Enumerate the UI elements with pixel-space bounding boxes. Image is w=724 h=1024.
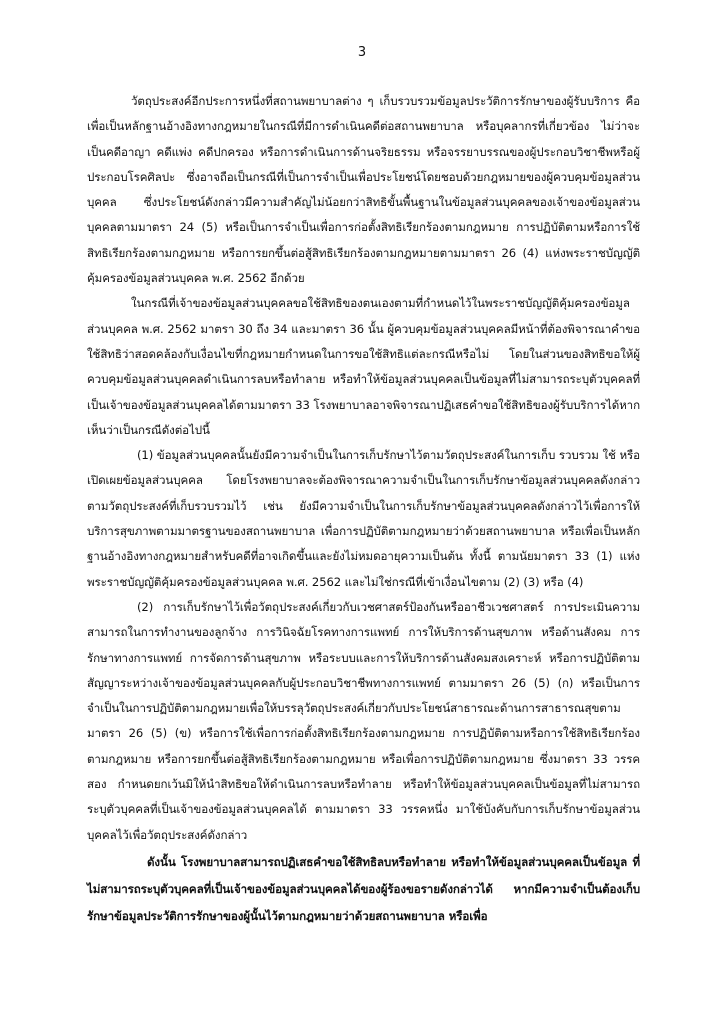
paragraph-purpose: วัตถุประสงค์อีกประการหนึ่งที่สถานพยาบาลต่าง ๆ เก็บรวบรวมข้อมูลประวัติการรักษาของผู้รับบริการ คือ เพื่อเป็นหลักฐานอ้างอิงทางกฎหมายในกรณีที่มีการดำเนินคดีต่อสถานพยาบาล หรือบุคลากรที่เกี่ยวข้อง ไม่ว่าจะเป็นคดีอาญา คดีแพ่ง คดีปกครอง หรือการดำเนินการด้านจริยธรรม หรือจรรยาบรรณของผู้ประกอบวิชาชีพหรือผู้ประกอบโรคศิลปะ ซึ่งอาจถือเป็นกรณีที่เป็นการจำเป็นเพื่อประโยชน์โดยชอบด้วยกฎหมายของผู้ควบคุมข้อมูลส่วนบุคคล ซึ่งประโยชน์ดังกล่าวมีความสำคัญไม่น้อยกว่าสิทธิขั้นพื้นฐานในข้อมูลส่วนบุคคลของเจ้าของข้อมูลส่วนบุคคลตามมาตรา 24 (5) หรือเป็นการจำเป็นเพื่อการก่อตั้งสิทธิเรียกร้องตามกฎหมาย การปฏิบัติตามหรือการใช้สิทธิเรียกร้องตามกฎหมาย หรือการยกขึ้นต่อสู้สิทธิเรียกร้องตามกฎหมายตามมาตรา 26 (4) แห่งพระราชบัญญัติคุ้มครองข้อมูลส่วนบุคคล พ.ศ. 2562 อีกด้วย [87,94,640,286]
paragraph-data-subject-rights: ในกรณีที่เจ้าของข้อมูลส่วนบุคคลขอใช้สิทธิของตนเองตามที่กำหนดไว้ในพระราชบัญญัติคุ้มครองข้อมูลส่วนบุคคล พ.ศ. 2562 มาตรา 30 ถึง 34 และมาตรา 36 นั้น ผู้ควบคุมข้อมูลส่วนบุคคลมีหน้าที่ต้องพิจารณาคำขอใช้สิทธิว่าสอดคล้องกับเงื่อนไขที่กฎหมายกำหนดในการขอใช้สิทธิแต่ละกรณีหรือไม่ โดยในส่วนของสิทธิขอให้ผู้ควบคุมข้อมูลส่วนบุคคลดำเนินการลบหรือทำลาย หรือทำให้ข้อมูลส่วนบุคคลเป็นข้อมูลที่ไม่สามารถระบุตัวบุคคลที่เป็นเจ้าของข้อมูลส่วนบุคคลได้ตามมาตรา 33 โรงพยาบาลอาจพิจารณาปฏิเสธคำขอใช้สิทธิของผู้รับบริการได้หากเห็นว่าเป็นกรณีดังต่อไปนี้ [87,296,640,437]
document-body [87,89,640,930]
paragraph-conclusion: ดังนั้น โรงพยาบาลสามารถปฏิเสธคำขอใช้สิทธิลบหรือทำลาย หรือทำให้ข้อมูลส่วนบุคคลเป็นข้อมูล ที่ไม่สามารถระบุตัวบุคคลที่เป็นเจ้าของข้อมูลส่วนบุคคลได้ของผู้ร้องขอรายดังกล่าวได้ หากมีความจำเป็นต้องเก็บรักษาข้อมูลประวัติการรักษาของผู้นั้นไว้ตามกฎหมายว่าด้วยสถานพยาบาล หรือเพื่อ [87,854,640,923]
page-number: 3 [357,45,367,60]
paragraph-item-1: (1) ข้อมูลส่วนบุคคลนั้นยังมีความจำเป็นในการเก็บรักษาไว้ตามวัตถุประสงค์ในการเก็บ รวบรวม ใช้ หรือเปิดเผยข้อมูลส่วนบุคคล โดยโรงพยาบาลจะต้องพิจารณาความจำเป็นในการเก็บรักษาข้อมูลส่วนบุคคลดังกล่าวตามวัตถุประสงค์ที่เก็บรวบรวมไว้ เช่น ยังมีความจำเป็นในการเก็บรักษาข้อมูลส่วนบุคคลดังกล่าวไว้เพื่อการให้บริการสุขภาพตามมาตรฐานของสถานพยาบาล เพื่อการปฏิบัติตามกฎหมายว่าด้วยสถานพยาบาล หรือเพื่อเป็นหลักฐานอ้างอิงทางกฎหมายสำหรับคดีที่อาจเกิดขึ้นและยังไม่หมดอายุความเป็นต้น ทั้งนี้ ตามนัยมาตรา 33 (1) แห่งพระราชบัญญัติคุ้มครองข้อมูลส่วนบุคคล พ.ศ. 2562 และไม่ใช่กรณีที่เข้าเงื่อนไขตาม (2) (3) หรือ (4) [87,448,640,589]
paragraph-item-2: (2) การเก็บรักษาไว้เพื่อวัตถุประสงค์เกี่ยวกับเวชศาสตร์ป้องกันหรืออาชีวเวชศาสตร์ การประเมินความสามารถในการทำงานของลูกจ้าง การวินิจฉัยโรคทางการแพทย์ การให้บริการด้านสุขภาพ หรือด้านสังคม การรักษาทางการแพทย์ การจัดการด้านสุขภาพ หรือระบบและการให้บริการด้านสังคมสงเคราะห์ หรือการปฏิบัติตามสัญญาระหว่างเจ้าของข้อมูลส่วนบุคคลกับผู้ประกอบวิชาชีพทางการแพทย์ ตามมาตรา 26 (5) (ก) หรือเป็นการจำเป็นในการปฏิบัติตามกฎหมายเพื่อให้บรรลุวัตถุประสงค์เกี่ยวกับประโยชน์สาธารณะด้านการสาธารณสุขตามมาตรา 26 (5) (ข) หรือการใช้เพื่อการก่อตั้งสิทธิเรียกร้องตามกฎหมาย การปฏิบัติตามหรือการใช้สิทธิเรียกร้องตามกฎหมาย หรือการยกขึ้นต่อสู้สิทธิเรียกร้องตามกฎหมาย หรือเพื่อการปฏิบัติตามกฎหมาย ซึ่งมาตรา 33 วรรคสอง กำหนดยกเว้นมิให้นำสิทธิขอให้ดำเนินการลบหรือทำลาย หรือทำให้ข้อมูลส่วนบุคคลเป็นข้อมูลที่ไม่สามารถระบุตัวบุคคลที่เป็นเจ้าของข้อมูลส่วนบุคคลได้ ตามมาตรา 33 วรรคหนึ่ง มาใช้บังคับกับการเก็บรักษาข้อมูลส่วนบุคคลไว้เพื่อวัตถุประสงค์ดังกล่าว [87,599,640,842]
